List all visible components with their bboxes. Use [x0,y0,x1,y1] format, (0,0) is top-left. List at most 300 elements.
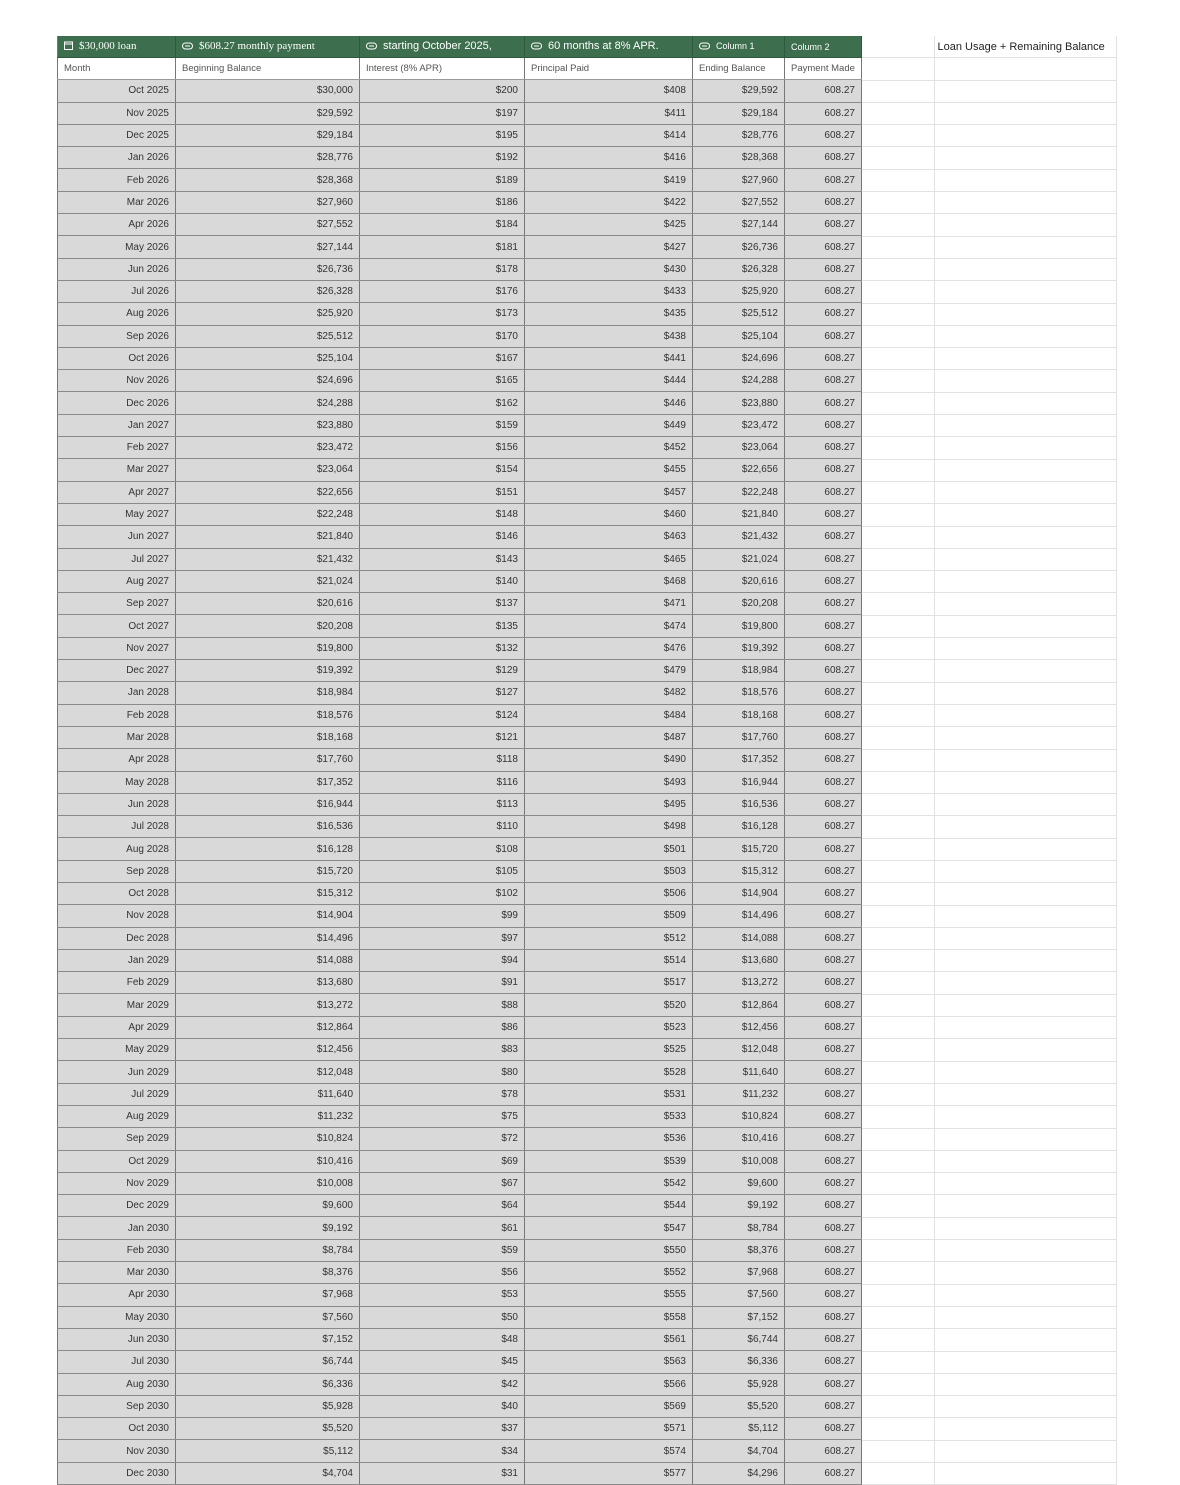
side-empty-cell[interactable] [862,1284,934,1306]
payment-made-cell[interactable]: 608.27 [785,102,862,124]
side-empty-cell[interactable] [862,504,934,526]
interest-cell[interactable]: $53 [360,1284,525,1306]
side-empty-cell[interactable] [862,80,934,102]
interest-cell[interactable]: $97 [360,927,525,949]
principal-paid-cell[interactable]: $531 [525,1083,693,1105]
payment-made-cell[interactable]: 608.27 [785,1083,862,1105]
side-empty-cell[interactable] [934,615,1116,637]
month-cell[interactable]: Apr 2029 [58,1016,176,1038]
beginning-balance-cell[interactable]: $27,960 [176,191,360,213]
principal-paid-cell[interactable]: $408 [525,80,693,102]
month-cell[interactable]: Oct 2030 [58,1418,176,1440]
interest-cell[interactable]: $186 [360,191,525,213]
side-empty-cell[interactable] [862,236,934,258]
month-cell[interactable]: Mar 2028 [58,726,176,748]
side-empty-cell[interactable] [934,1463,1116,1485]
side-empty-cell[interactable] [862,58,934,80]
payment-made-cell[interactable]: 608.27 [785,169,862,191]
beginning-balance-cell[interactable]: $30,000 [176,80,360,102]
interest-cell[interactable]: $184 [360,214,525,236]
month-cell[interactable]: May 2026 [58,236,176,258]
beginning-balance-cell[interactable]: $17,352 [176,771,360,793]
side-empty-cell[interactable] [934,504,1116,526]
payment-made-cell[interactable]: 608.27 [785,303,862,325]
side-empty-cell[interactable] [862,1106,934,1128]
ending-balance-cell[interactable]: $6,744 [693,1328,785,1350]
month-cell[interactable]: Apr 2030 [58,1284,176,1306]
payment-made-cell[interactable]: 608.27 [785,258,862,280]
interest-cell[interactable]: $127 [360,682,525,704]
interest-cell[interactable]: $113 [360,793,525,815]
interest-cell[interactable]: $170 [360,325,525,347]
payment-made-cell[interactable]: 608.27 [785,1395,862,1417]
beginning-balance-cell[interactable]: $23,064 [176,459,360,481]
side-empty-cell[interactable] [934,303,1116,325]
principal-paid-cell[interactable]: $514 [525,949,693,971]
interest-cell[interactable]: $80 [360,1061,525,1083]
side-empty-cell[interactable] [862,1195,934,1217]
month-cell[interactable]: Jan 2029 [58,949,176,971]
ending-balance-cell[interactable]: $27,144 [693,214,785,236]
month-cell[interactable]: Jul 2030 [58,1351,176,1373]
interest-cell[interactable]: $121 [360,726,525,748]
header-cell-term[interactable]: 60 months at 8% APR. [525,36,693,58]
beginning-balance-cell[interactable]: $21,432 [176,548,360,570]
beginning-balance-cell[interactable]: $24,696 [176,370,360,392]
beginning-balance-cell[interactable]: $25,512 [176,325,360,347]
header-cell-payment[interactable]: $608.27 monthly payment [176,36,360,58]
interest-cell[interactable]: $61 [360,1217,525,1239]
side-empty-cell[interactable] [934,125,1116,147]
month-cell[interactable]: Aug 2028 [58,838,176,860]
side-empty-cell[interactable] [862,348,934,370]
payment-made-cell[interactable]: 608.27 [785,459,862,481]
payment-made-cell[interactable]: 608.27 [785,1105,862,1127]
month-cell[interactable]: Sep 2029 [58,1128,176,1150]
principal-paid-cell[interactable]: $484 [525,704,693,726]
payment-made-cell[interactable]: 608.27 [785,1239,862,1261]
month-cell[interactable]: Mar 2027 [58,459,176,481]
month-cell[interactable]: Apr 2027 [58,481,176,503]
ending-balance-cell[interactable]: $24,696 [693,347,785,369]
beginning-balance-cell[interactable]: $16,536 [176,816,360,838]
side-label-cell[interactable]: Loan Usage + Remaining Balance [934,36,1116,58]
ending-balance-cell[interactable]: $17,352 [693,749,785,771]
side-empty-cell[interactable] [934,1284,1116,1306]
principal-paid-cell[interactable]: $490 [525,749,693,771]
side-empty-cell[interactable] [934,1440,1116,1462]
principal-paid-cell[interactable]: $498 [525,816,693,838]
side-empty-cell[interactable] [934,548,1116,570]
principal-paid-cell[interactable]: $457 [525,481,693,503]
ending-balance-cell[interactable]: $21,024 [693,548,785,570]
side-empty-cell[interactable] [934,860,1116,882]
side-empty-cell[interactable] [934,571,1116,593]
side-empty-cell[interactable] [934,214,1116,236]
ending-balance-cell[interactable]: $15,312 [693,860,785,882]
interest-cell[interactable]: $137 [360,593,525,615]
side-empty-cell[interactable] [862,1061,934,1083]
side-empty-cell[interactable] [862,169,934,191]
payment-made-cell[interactable]: 608.27 [785,838,862,860]
side-empty-cell[interactable] [934,704,1116,726]
beginning-balance-cell[interactable]: $25,920 [176,303,360,325]
side-empty-cell[interactable] [862,883,934,905]
side-empty-cell[interactable] [862,1306,934,1328]
header-cell-loan[interactable]: $30,000 loan [58,36,176,58]
side-empty-cell[interactable] [862,481,934,503]
side-empty-cell[interactable] [934,1262,1116,1284]
month-cell[interactable]: Dec 2028 [58,927,176,949]
principal-paid-cell[interactable]: $482 [525,682,693,704]
interest-cell[interactable]: $59 [360,1239,525,1261]
ending-balance-cell[interactable]: $21,840 [693,503,785,525]
ending-balance-cell[interactable]: $14,088 [693,927,785,949]
interest-cell[interactable]: $91 [360,972,525,994]
ending-balance-cell[interactable]: $29,592 [693,80,785,102]
payment-made-cell[interactable]: 608.27 [785,1418,862,1440]
beginning-balance-cell[interactable]: $10,824 [176,1128,360,1150]
month-cell[interactable]: May 2027 [58,503,176,525]
principal-paid-cell[interactable]: $465 [525,548,693,570]
ending-balance-cell[interactable]: $8,376 [693,1239,785,1261]
principal-paid-cell[interactable]: $471 [525,593,693,615]
side-empty-cell[interactable] [862,214,934,236]
beginning-balance-cell[interactable]: $7,560 [176,1306,360,1328]
principal-paid-cell[interactable]: $495 [525,793,693,815]
ending-balance-cell[interactable]: $17,760 [693,726,785,748]
payment-made-cell[interactable]: 608.27 [785,1172,862,1194]
ending-balance-cell[interactable]: $14,496 [693,905,785,927]
payment-made-cell[interactable]: 608.27 [785,437,862,459]
side-empty-cell[interactable] [934,147,1116,169]
month-cell[interactable]: Dec 2030 [58,1462,176,1484]
ending-balance-cell[interactable]: $23,064 [693,437,785,459]
month-cell[interactable]: May 2028 [58,771,176,793]
principal-paid-cell[interactable]: $438 [525,325,693,347]
beginning-balance-cell[interactable]: $13,680 [176,972,360,994]
beginning-balance-cell[interactable]: $23,472 [176,437,360,459]
payment-made-cell[interactable]: 608.27 [785,749,862,771]
ending-balance-cell[interactable]: $5,928 [693,1373,785,1395]
beginning-balance-cell[interactable]: $15,312 [176,882,360,904]
principal-paid-cell[interactable]: $503 [525,860,693,882]
payment-made-cell[interactable]: 608.27 [785,860,862,882]
side-empty-cell[interactable] [934,80,1116,102]
side-empty-cell[interactable] [934,816,1116,838]
beginning-balance-cell[interactable]: $26,328 [176,280,360,302]
interest-cell[interactable]: $118 [360,749,525,771]
side-empty-cell[interactable] [862,1418,934,1440]
ending-balance-cell[interactable]: $25,920 [693,280,785,302]
side-empty-cell[interactable] [934,1240,1116,1262]
principal-paid-cell[interactable]: $493 [525,771,693,793]
month-cell[interactable]: Nov 2027 [58,637,176,659]
side-empty-cell[interactable] [862,950,934,972]
beginning-balance-cell[interactable]: $4,704 [176,1462,360,1484]
ending-balance-cell[interactable]: $24,288 [693,370,785,392]
principal-paid-cell[interactable]: $449 [525,414,693,436]
interest-cell[interactable]: $132 [360,637,525,659]
ending-balance-cell[interactable]: $4,296 [693,1462,785,1484]
principal-paid-cell[interactable]: $517 [525,972,693,994]
principal-paid-cell[interactable]: $536 [525,1128,693,1150]
side-empty-cell[interactable] [934,325,1116,347]
interest-cell[interactable]: $189 [360,169,525,191]
principal-paid-cell[interactable]: $487 [525,726,693,748]
ending-balance-cell[interactable]: $15,720 [693,838,785,860]
side-empty-cell[interactable] [862,1329,934,1351]
payment-made-cell[interactable]: 608.27 [785,414,862,436]
beginning-balance-cell[interactable]: $18,168 [176,726,360,748]
beginning-balance-cell[interactable]: $25,104 [176,347,360,369]
payment-made-cell[interactable]: 608.27 [785,570,862,592]
payment-made-cell[interactable]: 608.27 [785,905,862,927]
ending-balance-cell[interactable]: $27,960 [693,169,785,191]
principal-paid-cell[interactable]: $468 [525,570,693,592]
month-cell[interactable]: Oct 2026 [58,347,176,369]
side-empty-cell[interactable] [934,192,1116,214]
side-empty-cell[interactable] [934,236,1116,258]
side-empty-cell[interactable] [934,481,1116,503]
principal-paid-cell[interactable]: $416 [525,147,693,169]
month-cell[interactable]: May 2029 [58,1039,176,1061]
payment-made-cell[interactable]: 608.27 [785,124,862,146]
interest-cell[interactable]: $173 [360,303,525,325]
month-cell[interactable]: Dec 2029 [58,1195,176,1217]
ending-balance-cell[interactable]: $16,536 [693,793,785,815]
side-empty-cell[interactable] [862,994,934,1016]
ending-balance-cell[interactable]: $18,168 [693,704,785,726]
side-empty-cell[interactable] [862,615,934,637]
ending-balance-cell[interactable]: $11,640 [693,1061,785,1083]
payment-made-cell[interactable]: 608.27 [785,1262,862,1284]
principal-paid-cell[interactable]: $544 [525,1195,693,1217]
payment-made-cell[interactable]: 608.27 [785,1150,862,1172]
month-cell[interactable]: Jun 2027 [58,526,176,548]
beginning-balance-cell[interactable]: $14,088 [176,949,360,971]
interest-cell[interactable]: $69 [360,1150,525,1172]
beginning-balance-cell[interactable]: $13,272 [176,994,360,1016]
payment-made-cell[interactable]: 608.27 [785,949,862,971]
ending-balance-cell[interactable]: $23,880 [693,392,785,414]
payment-made-cell[interactable]: 608.27 [785,1061,862,1083]
principal-paid-cell[interactable]: $433 [525,280,693,302]
month-cell[interactable]: Jun 2028 [58,793,176,815]
interest-cell[interactable]: $192 [360,147,525,169]
ending-balance-cell[interactable]: $16,128 [693,816,785,838]
principal-paid-cell[interactable]: $476 [525,637,693,659]
payment-made-cell[interactable]: 608.27 [785,1128,862,1150]
beginning-balance-cell[interactable]: $29,184 [176,124,360,146]
payment-made-cell[interactable]: 608.27 [785,1328,862,1350]
side-empty-cell[interactable] [862,593,934,615]
payment-made-cell[interactable]: 608.27 [785,481,862,503]
side-empty-cell[interactable] [862,1083,934,1105]
beginning-balance-cell[interactable]: $19,392 [176,660,360,682]
month-cell[interactable]: Oct 2028 [58,882,176,904]
payment-made-cell[interactable]: 608.27 [785,80,862,102]
side-empty-cell[interactable] [862,147,934,169]
beginning-balance-cell[interactable]: $12,456 [176,1039,360,1061]
side-empty-cell[interactable] [934,1195,1116,1217]
beginning-balance-cell[interactable]: $11,232 [176,1105,360,1127]
side-empty-cell[interactable] [862,1373,934,1395]
interest-cell[interactable]: $116 [360,771,525,793]
interest-cell[interactable]: $67 [360,1172,525,1194]
principal-paid-cell[interactable]: $444 [525,370,693,392]
principal-paid-cell[interactable]: $463 [525,526,693,548]
side-empty-cell[interactable] [862,682,934,704]
payment-made-cell[interactable]: 608.27 [785,682,862,704]
beginning-balance-cell[interactable]: $5,112 [176,1440,360,1462]
month-cell[interactable]: Jul 2028 [58,816,176,838]
beginning-balance-cell[interactable]: $10,416 [176,1150,360,1172]
side-empty-cell[interactable] [934,727,1116,749]
interest-cell[interactable]: $200 [360,80,525,102]
side-empty-cell[interactable] [862,571,934,593]
month-cell[interactable]: Aug 2030 [58,1373,176,1395]
side-empty-cell[interactable] [862,1173,934,1195]
payment-made-cell[interactable]: 608.27 [785,793,862,815]
principal-paid-cell[interactable]: $533 [525,1105,693,1127]
ending-balance-cell[interactable]: $20,616 [693,570,785,592]
ending-balance-cell[interactable]: $13,680 [693,949,785,971]
ending-balance-cell[interactable]: $12,048 [693,1039,785,1061]
ending-balance-cell[interactable]: $10,416 [693,1128,785,1150]
month-cell[interactable]: May 2030 [58,1306,176,1328]
interest-cell[interactable]: $94 [360,949,525,971]
side-empty-cell[interactable] [934,437,1116,459]
beginning-balance-cell[interactable]: $9,600 [176,1195,360,1217]
payment-made-cell[interactable]: 608.27 [785,704,862,726]
beginning-balance-cell[interactable]: $8,376 [176,1262,360,1284]
side-empty-cell[interactable] [862,860,934,882]
beginning-balance-cell[interactable]: $16,944 [176,793,360,815]
principal-paid-cell[interactable]: $427 [525,236,693,258]
side-empty-cell[interactable] [934,102,1116,124]
subheader-ending-balance[interactable]: Ending Balance [693,58,785,80]
payment-made-cell[interactable]: 608.27 [785,503,862,525]
subheader-interest[interactable]: Interest (8% APR) [360,58,525,80]
side-empty-cell[interactable] [862,1128,934,1150]
beginning-balance-cell[interactable]: $23,880 [176,414,360,436]
month-cell[interactable]: Aug 2029 [58,1105,176,1127]
principal-paid-cell[interactable]: $552 [525,1262,693,1284]
side-empty-cell[interactable] [934,1217,1116,1239]
beginning-balance-cell[interactable]: $15,720 [176,860,360,882]
payment-made-cell[interactable]: 608.27 [785,1306,862,1328]
side-empty-cell[interactable] [934,771,1116,793]
beginning-balance-cell[interactable]: $20,208 [176,615,360,637]
side-empty-cell[interactable] [934,415,1116,437]
month-cell[interactable]: Sep 2026 [58,325,176,347]
ending-balance-cell[interactable]: $25,104 [693,325,785,347]
ending-balance-cell[interactable]: $22,248 [693,481,785,503]
ending-balance-cell[interactable]: $22,656 [693,459,785,481]
principal-paid-cell[interactable]: $452 [525,437,693,459]
beginning-balance-cell[interactable]: $19,800 [176,637,360,659]
interest-cell[interactable]: $45 [360,1351,525,1373]
principal-paid-cell[interactable]: $555 [525,1284,693,1306]
month-cell[interactable]: Nov 2029 [58,1172,176,1194]
payment-made-cell[interactable]: 608.27 [785,191,862,213]
interest-cell[interactable]: $195 [360,124,525,146]
side-empty-cell[interactable] [934,1306,1116,1328]
principal-paid-cell[interactable]: $422 [525,191,693,213]
ending-balance-cell[interactable]: $11,232 [693,1083,785,1105]
side-empty-cell[interactable] [862,638,934,660]
beginning-balance-cell[interactable]: $6,744 [176,1351,360,1373]
interest-cell[interactable]: $143 [360,548,525,570]
side-empty-cell[interactable] [934,1418,1116,1440]
side-empty-cell[interactable] [934,1351,1116,1373]
principal-paid-cell[interactable]: $550 [525,1239,693,1261]
principal-paid-cell[interactable]: $558 [525,1306,693,1328]
interest-cell[interactable]: $140 [360,570,525,592]
side-empty-cell[interactable] [934,526,1116,548]
interest-cell[interactable]: $148 [360,503,525,525]
interest-cell[interactable]: $105 [360,860,525,882]
side-empty-cell[interactable] [862,303,934,325]
beginning-balance-cell[interactable]: $22,248 [176,503,360,525]
payment-made-cell[interactable]: 608.27 [785,1373,862,1395]
side-empty-cell[interactable] [862,459,934,481]
ending-balance-cell[interactable]: $5,520 [693,1395,785,1417]
interest-cell[interactable]: $75 [360,1105,525,1127]
side-empty-cell[interactable] [862,1262,934,1284]
month-cell[interactable]: Dec 2025 [58,124,176,146]
payment-made-cell[interactable]: 608.27 [785,280,862,302]
side-empty-cell[interactable] [934,348,1116,370]
side-empty-cell[interactable] [862,972,934,994]
ending-balance-cell[interactable]: $25,512 [693,303,785,325]
month-cell[interactable]: Nov 2025 [58,102,176,124]
beginning-balance-cell[interactable]: $14,496 [176,927,360,949]
payment-made-cell[interactable]: 608.27 [785,147,862,169]
principal-paid-cell[interactable]: $460 [525,503,693,525]
side-empty-cell[interactable] [934,1128,1116,1150]
interest-cell[interactable]: $197 [360,102,525,124]
side-empty-cell[interactable] [934,749,1116,771]
month-cell[interactable]: Mar 2029 [58,994,176,1016]
month-cell[interactable]: Oct 2025 [58,80,176,102]
interest-cell[interactable]: $86 [360,1016,525,1038]
month-cell[interactable]: Mar 2026 [58,191,176,213]
side-empty-cell[interactable] [862,704,934,726]
principal-paid-cell[interactable]: $542 [525,1172,693,1194]
principal-paid-cell[interactable]: $501 [525,838,693,860]
beginning-balance-cell[interactable]: $7,152 [176,1328,360,1350]
side-empty-cell[interactable] [862,1217,934,1239]
payment-made-cell[interactable]: 608.27 [785,1462,862,1484]
ending-balance-cell[interactable]: $19,800 [693,615,785,637]
month-cell[interactable]: Oct 2027 [58,615,176,637]
beginning-balance-cell[interactable]: $16,128 [176,838,360,860]
interest-cell[interactable]: $129 [360,660,525,682]
side-empty-cell[interactable] [934,927,1116,949]
side-empty-cell[interactable] [934,593,1116,615]
payment-made-cell[interactable]: 608.27 [785,771,862,793]
ending-balance-cell[interactable]: $26,736 [693,236,785,258]
interest-cell[interactable]: $154 [360,459,525,481]
header-cell-column-1[interactable]: Column 1 [693,36,785,58]
beginning-balance-cell[interactable]: $9,192 [176,1217,360,1239]
ending-balance-cell[interactable]: $9,192 [693,1195,785,1217]
ending-balance-cell[interactable]: $13,272 [693,972,785,994]
ending-balance-cell[interactable]: $5,112 [693,1418,785,1440]
month-cell[interactable]: Jun 2030 [58,1328,176,1350]
